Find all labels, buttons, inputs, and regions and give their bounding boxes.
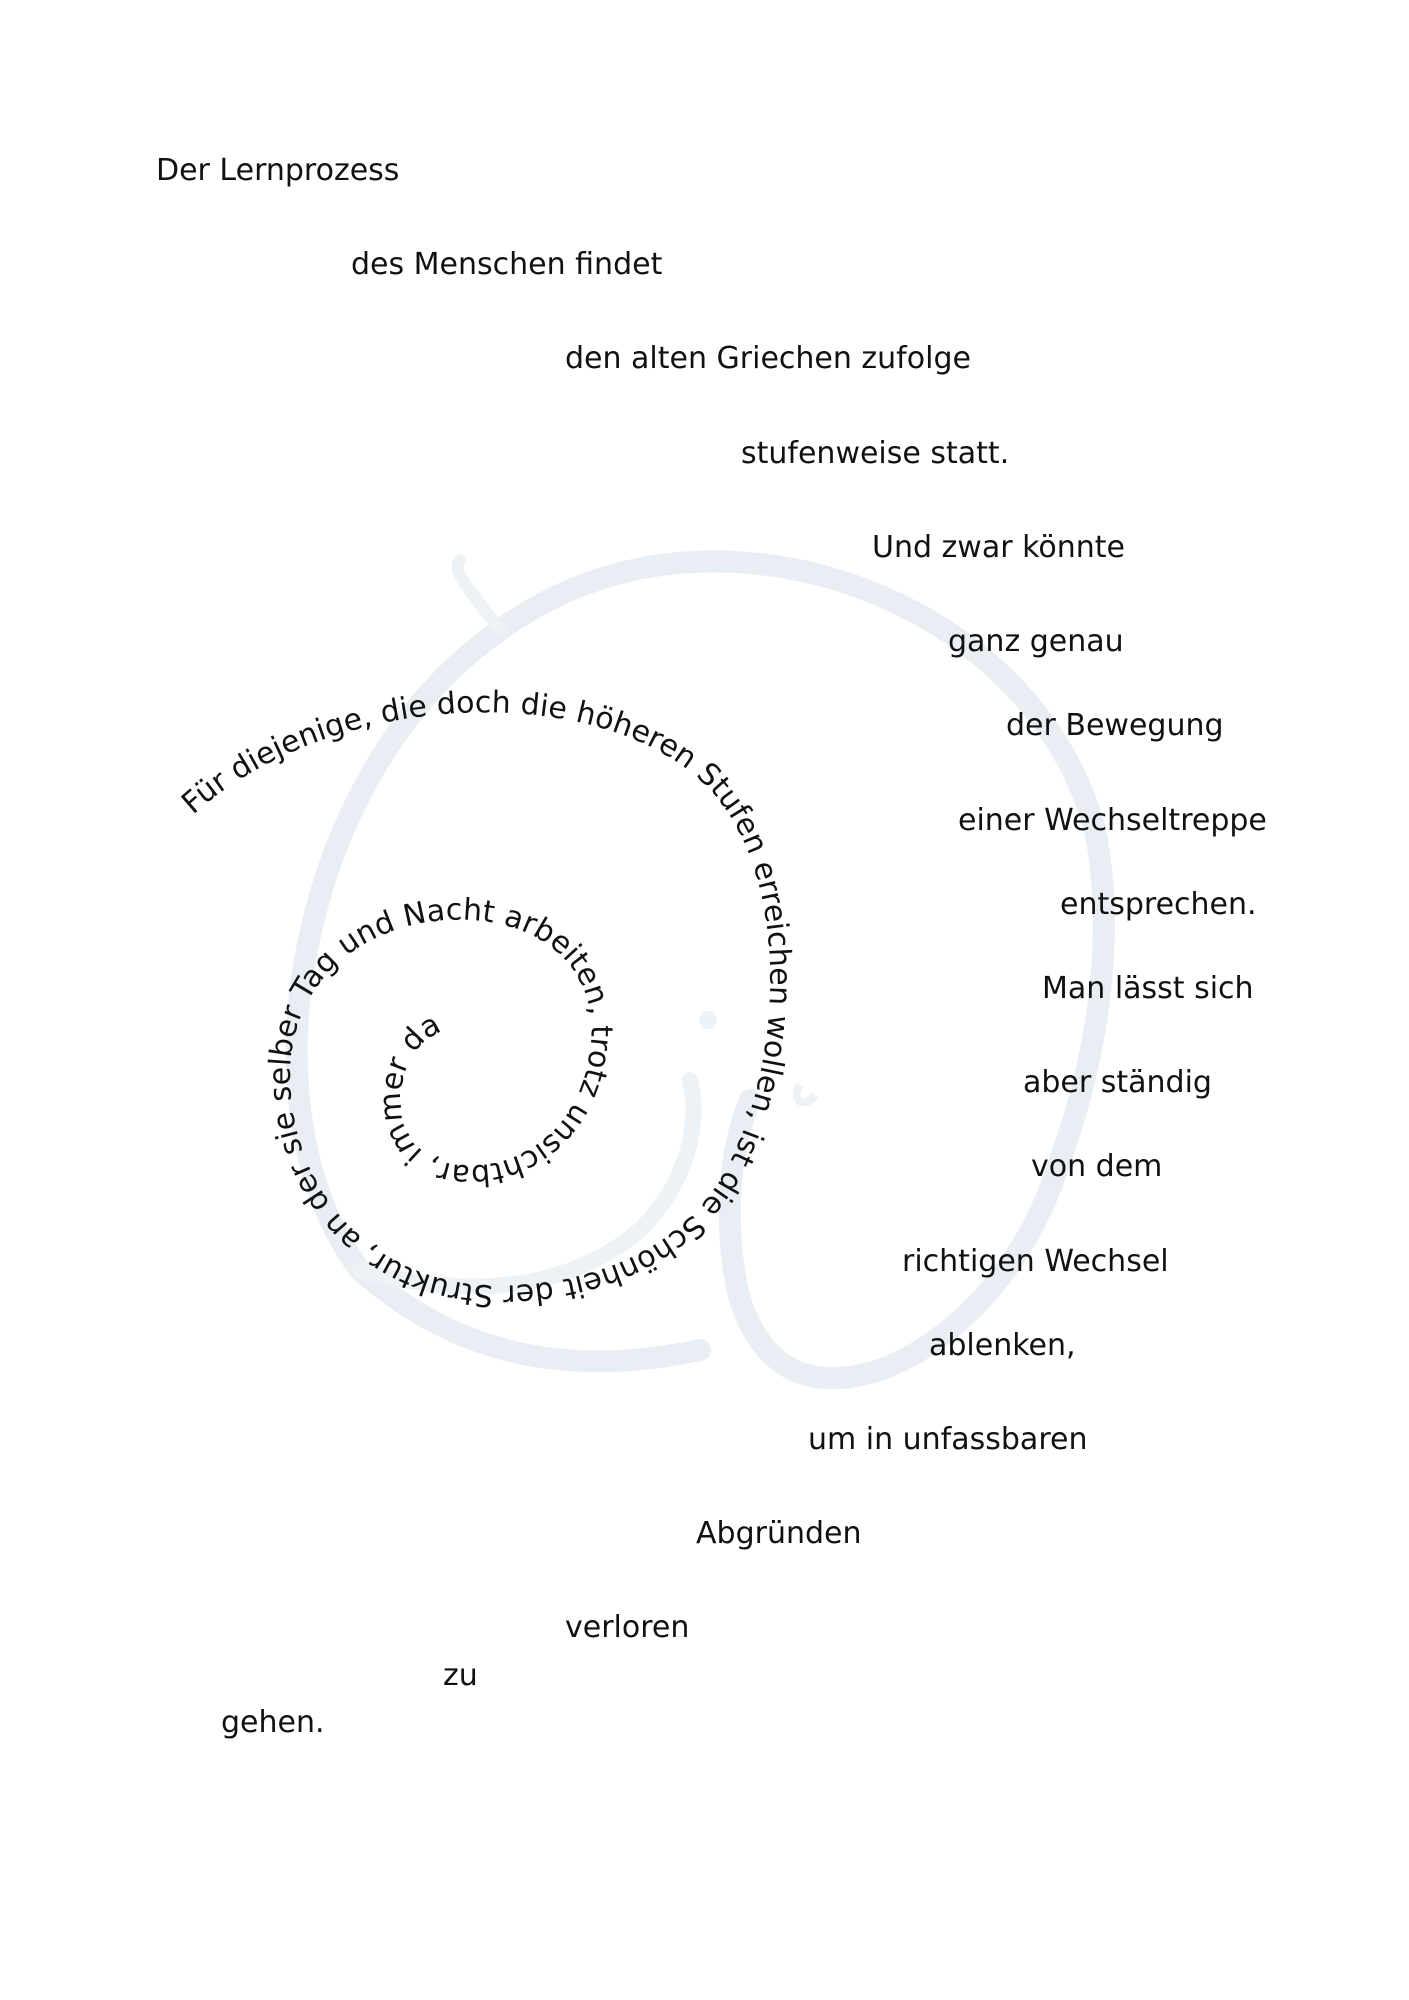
poem-line-2: des Menschen findet: [351, 247, 663, 282]
poem-line-19: gehen.: [221, 1705, 325, 1740]
poem-line-16: Abgründen: [696, 1516, 862, 1551]
poem-line-9: entsprechen.: [1060, 887, 1257, 922]
poem-line-10: Man lässt sich: [1042, 971, 1254, 1006]
poem-line-17: verloren: [565, 1610, 690, 1645]
poem-line-14: ablenken,: [929, 1328, 1076, 1363]
poem-line-1: Der Lernprozess: [156, 153, 400, 188]
poem-line-6: ganz genau: [948, 624, 1124, 659]
poem-line-18: zu: [443, 1658, 478, 1693]
poem-line-5: Und zwar könnte: [872, 530, 1125, 565]
poem-line-7: der Bewegung: [1006, 708, 1224, 743]
poem-line-12: von dem: [1031, 1149, 1163, 1184]
spiral-text-path: Für diejenige, die doch die höheren Stufen erreichen wollen, ist die Schönheit der Struktur, an der sie selber Tag und Nacht arbeiten, trotz unsichtbar, immer da: [175, 685, 798, 1313]
poem-line-8: einer Wechseltreppe: [958, 803, 1267, 838]
poem-line-15: um in unfassbaren: [808, 1422, 1088, 1457]
poem-line-3: den alten Griechen zufolge: [565, 341, 971, 376]
spiral-text: [175, 685, 797, 1312]
poem-line-13: richtigen Wechsel: [902, 1244, 1169, 1279]
poem-line-4: stufenweise statt.: [741, 436, 1010, 471]
poem-line-11: aber ständig: [1023, 1065, 1212, 1100]
